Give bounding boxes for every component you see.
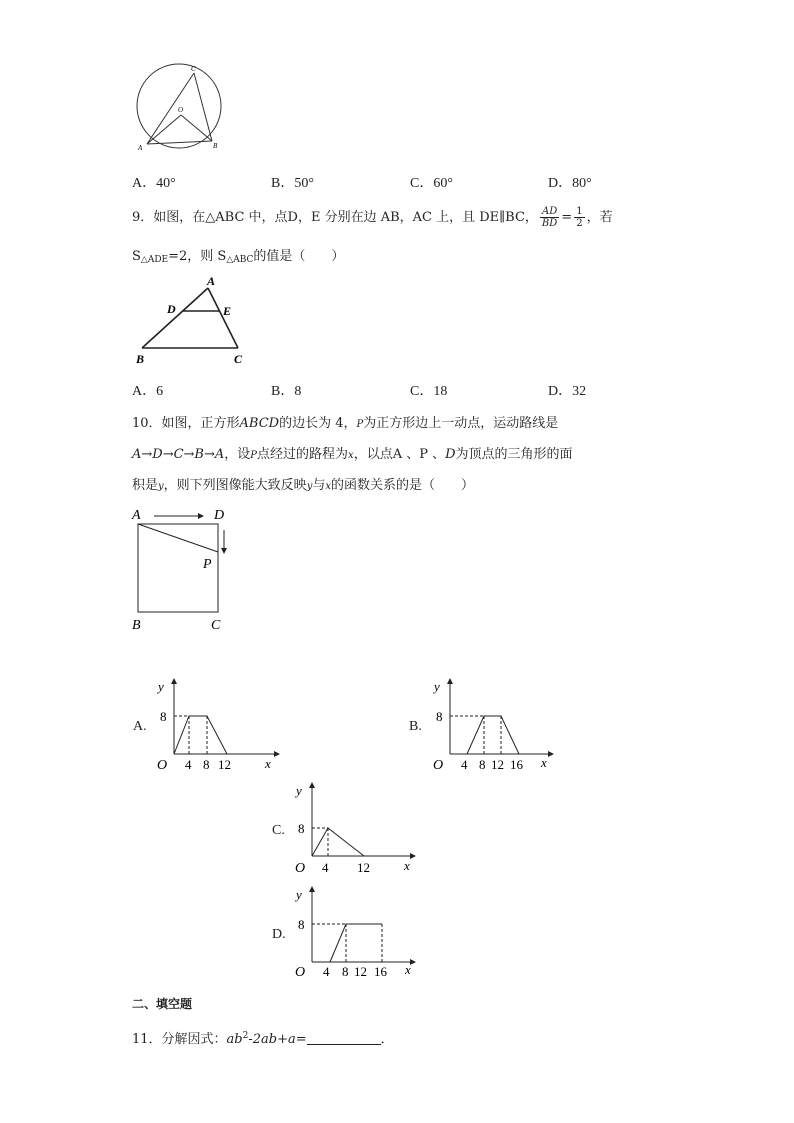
q8-label-c: C xyxy=(191,65,196,73)
q11-answer-blank[interactable] xyxy=(307,1032,381,1045)
q10-l2-a: A→D→C→B→A xyxy=(132,447,225,462)
q10-l2-e: x xyxy=(348,450,354,461)
q9-option-d-letter: D． xyxy=(548,384,573,399)
q9-option-b[interactable] xyxy=(271,380,301,400)
q10-graph-b-y-label: y xyxy=(434,679,440,694)
q9-stem-line2 xyxy=(132,245,344,265)
q9-ratio-fraction xyxy=(540,206,559,229)
q8-label-o: O xyxy=(178,106,184,114)
q10-graph-a-x-label: x xyxy=(265,756,271,771)
q9-ratio-eq: = xyxy=(561,210,573,225)
q11-tail: ． xyxy=(380,1032,394,1047)
q9-option-c-value: 18 xyxy=(433,384,448,399)
q10-square-label-d: D xyxy=(214,508,225,523)
q8-option-b-value: 50° xyxy=(294,176,314,191)
q9-option-c-letter: C． xyxy=(410,384,434,399)
q9-option-b-letter: B． xyxy=(271,384,295,399)
q10-graph-a-y-label: y xyxy=(158,679,164,694)
q10-graph-d-tick-8: 8 xyxy=(342,964,349,979)
q10-graph-a-tick-8: 8 xyxy=(203,757,210,772)
q8-option-c[interactable] xyxy=(410,172,453,192)
q10-l2-h: 为顶点的三角形的面 xyxy=(455,447,573,462)
q9-option-c[interactable] xyxy=(410,380,447,400)
q9-stem-line1 xyxy=(132,206,613,229)
q9-label-d: D xyxy=(167,302,176,316)
q9-s-eq: =2，则 S xyxy=(168,249,227,264)
q11-prefix: 11．分解因式： xyxy=(132,1032,227,1047)
q8-option-b[interactable] xyxy=(271,172,314,192)
q9-s-sub-abc: △ABC xyxy=(226,255,254,265)
q10-graph-c-tick-12: 12 xyxy=(357,860,370,875)
q9-stem-part1: 9．如图，在△ABC 中，点D，E 分别在边 AB，AC 上，且 DE∥BC， xyxy=(132,210,538,225)
q10-square-label-a: A xyxy=(132,508,141,523)
q10-graph-b[interactable] xyxy=(430,676,560,772)
q9-option-b-value: 8 xyxy=(294,384,302,399)
q10-l1-a: 10．如图，正方形 xyxy=(132,416,240,431)
q10-graph-d-letter[interactable]: D. xyxy=(272,927,286,942)
q9-label-a: A xyxy=(207,274,216,288)
q8-option-c-value: 60° xyxy=(433,176,453,191)
q10-l2-c: P xyxy=(250,450,258,461)
q11-expr-eq: = xyxy=(295,1032,307,1047)
q10-graph-c-y-label: y xyxy=(296,783,302,798)
q10-l2-b: ，设 xyxy=(224,447,251,462)
q9-ratio-num: AD xyxy=(541,206,558,217)
q10-l3-g: 的函数关系的是（ ） xyxy=(331,478,475,493)
q8-option-d[interactable] xyxy=(548,172,592,192)
q10-graph-b-tick-16: 16 xyxy=(510,757,523,772)
q10-l1-b: ABCD xyxy=(239,416,280,431)
q10-l3-f: x xyxy=(325,481,331,492)
q10-graph-d-tick-4: 4 xyxy=(323,964,330,979)
q10-graph-a-tick-4: 4 xyxy=(185,757,192,772)
q10-graph-c[interactable] xyxy=(292,780,422,876)
q10-square-label-p: P xyxy=(203,557,212,572)
q10-graph-b-letter[interactable]: B. xyxy=(409,719,422,734)
q11-expr-sup: 2 xyxy=(242,1031,249,1041)
q10-graph-a-tick-12: 12 xyxy=(218,757,231,772)
q11-stem xyxy=(132,1028,394,1047)
q9-option-d-value: 32 xyxy=(572,384,587,399)
q10-graph-b-tick-4: 4 xyxy=(461,757,468,772)
q10-l1-d: P xyxy=(356,419,364,430)
q9-label-b: B xyxy=(136,352,145,366)
q10-stem-line3 xyxy=(132,474,474,493)
q10-l1-e: 为正方形边上一动点，运动路线是 xyxy=(363,416,559,431)
q10-graph-c-x-label: x xyxy=(404,858,410,873)
q10-graph-d-tick-12: 12 xyxy=(354,964,367,979)
q10-graph-a[interactable] xyxy=(154,676,284,772)
q9-stem-part2: ，若 xyxy=(586,210,613,225)
q8-option-d-letter: D． xyxy=(548,176,573,191)
q9-triangle-figure xyxy=(134,272,254,368)
q10-l3-c: ，则下列图像能大致反映 xyxy=(163,478,307,493)
q11-expr-a: ab xyxy=(226,1032,243,1047)
q10-graph-c-origin: O xyxy=(295,861,306,876)
q10-graph-c-tick-4: 4 xyxy=(322,860,329,875)
q9-s-sub-ade: △ADE xyxy=(140,255,169,265)
q10-square-label-c: C xyxy=(211,618,221,633)
q10-graph-b-tick-8: 8 xyxy=(479,757,486,772)
q10-graph-d-origin: O xyxy=(295,965,306,980)
q10-graph-d-x-label: x xyxy=(405,962,411,977)
q10-l3-d: y xyxy=(306,481,313,492)
q8-circle-figure xyxy=(128,64,228,156)
q8-option-c-letter: C． xyxy=(410,176,434,191)
q10-l1-c: 的边长为 4， xyxy=(279,416,357,431)
q9-label-c: C xyxy=(234,352,243,366)
q10-graph-a-ymark: 8 xyxy=(160,709,167,724)
q10-l2-f: ，以点A 、P 、 xyxy=(353,447,446,462)
q8-option-a-letter: A． xyxy=(132,176,157,191)
q9-ratio-den: BD xyxy=(541,218,558,229)
q8-option-a-value: 40° xyxy=(156,176,176,191)
q10-graph-b-x-label: x xyxy=(541,755,547,770)
q10-l2-g: D xyxy=(445,447,456,462)
q9-half-num: 1 xyxy=(576,206,583,217)
q9-option-a-letter: A． xyxy=(132,384,157,399)
q8-label-a: A xyxy=(138,144,143,152)
q10-l3-e: 与 xyxy=(312,478,326,493)
q10-graph-c-ymark: 8 xyxy=(298,821,305,836)
q8-label-b: B xyxy=(213,142,218,150)
q10-stem-line2 xyxy=(132,443,573,462)
q9-s-label: S xyxy=(132,249,141,264)
q10-graph-b-origin: O xyxy=(433,758,444,773)
q9-stem-tail: 的值是（ ） xyxy=(253,249,345,264)
q10-l3-a: 积是 xyxy=(132,478,159,493)
q10-graph-c-letter[interactable]: C. xyxy=(272,823,285,838)
q10-graph-d-tick-16: 16 xyxy=(374,964,387,979)
q11-expr-b: -2ab+a xyxy=(248,1032,296,1047)
q10-square-label-b: B xyxy=(132,618,141,633)
section-title-fill-blank: 二、填空题 xyxy=(132,997,193,1011)
q9-option-a-value: 6 xyxy=(156,384,164,399)
q9-label-e: E xyxy=(223,304,232,318)
q10-square-figure xyxy=(128,502,238,634)
q10-graph-d-y-label: y xyxy=(296,887,302,902)
q10-graph-a-origin: O xyxy=(157,758,168,773)
q8-option-a[interactable] xyxy=(132,172,176,192)
q8-option-b-letter: B． xyxy=(271,176,295,191)
q10-graph-a-letter[interactable]: A. xyxy=(133,719,147,734)
q10-graph-b-ymark: 8 xyxy=(436,709,443,724)
q10-l2-d: 点经过的路程为 xyxy=(257,447,349,462)
q9-half-fraction xyxy=(574,206,584,229)
q9-option-d[interactable] xyxy=(548,380,586,400)
q10-graph-b-tick-12: 12 xyxy=(491,757,504,772)
q9-option-a[interactable] xyxy=(132,380,163,400)
q10-stem-line1 xyxy=(132,412,558,431)
q9-half-den: 2 xyxy=(576,218,583,229)
q8-option-d-value: 80° xyxy=(572,176,592,191)
q10-graph-d-ymark: 8 xyxy=(298,917,305,932)
q10-graph-d[interactable] xyxy=(292,884,422,980)
q10-l3-b: y xyxy=(158,481,164,492)
